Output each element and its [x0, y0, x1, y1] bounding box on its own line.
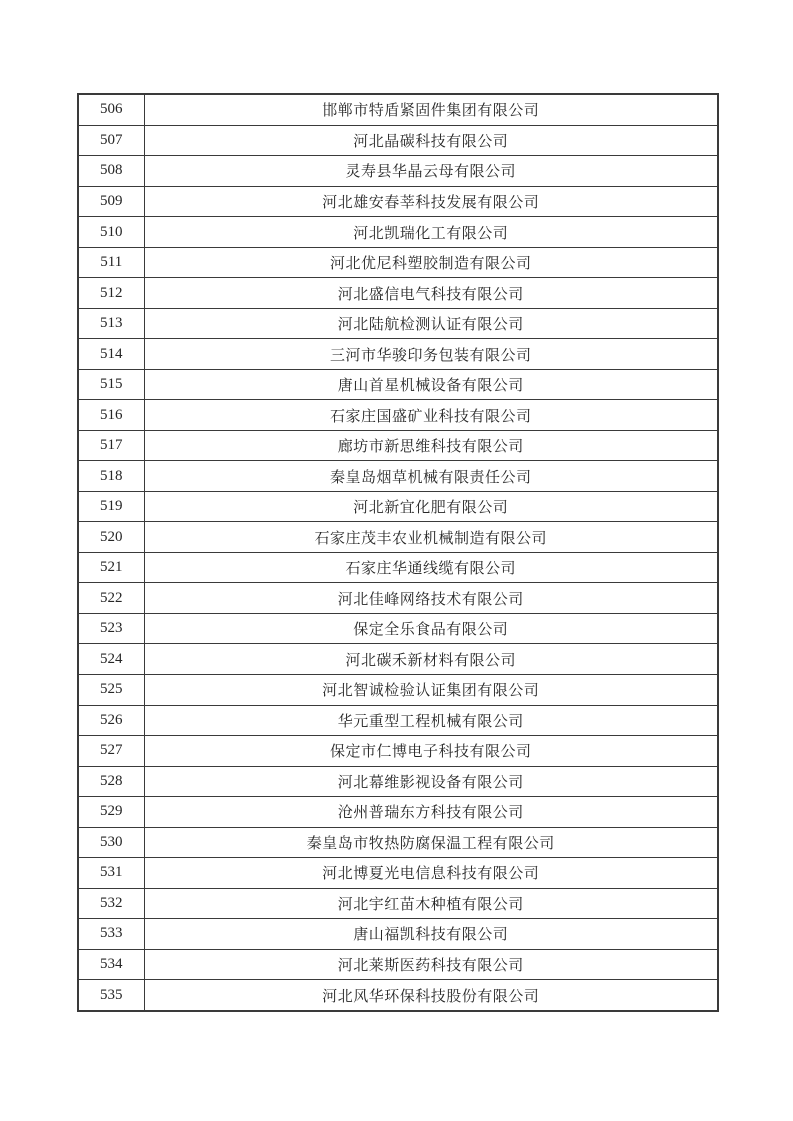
table-row: [78, 705, 718, 736]
company-name-cell: 唐山首星机械设备有限公司: [144, 369, 718, 400]
row-number-cell: 522: [78, 583, 144, 614]
company-name-cell: 河北佳峰网络技术有限公司: [144, 583, 718, 614]
company-name-cell: 河北博夏光电信息科技有限公司: [144, 858, 718, 889]
table-row: [78, 186, 718, 217]
table-row: [78, 156, 718, 187]
company-name-cell: 保定全乐食品有限公司: [144, 613, 718, 644]
company-name-cell: 石家庄国盛矿业科技有限公司: [144, 400, 718, 431]
table-row: [78, 858, 718, 889]
company-name-cell: 保定市仁博电子科技有限公司: [144, 736, 718, 767]
table-row: [78, 980, 718, 1011]
company-name-cell: 河北风华环保科技股份有限公司: [144, 980, 718, 1011]
table-row: [78, 522, 718, 553]
row-number-cell: 509: [78, 186, 144, 217]
company-name-cell: 河北陆航检测认证有限公司: [144, 308, 718, 339]
company-name-cell: 华元重型工程机械有限公司: [144, 705, 718, 736]
company-name-cell: 河北凯瑞化工有限公司: [144, 217, 718, 248]
company-name-cell: 唐山福凯科技有限公司: [144, 919, 718, 950]
row-number-cell: 532: [78, 888, 144, 919]
company-name-cell: 河北宇红苗木种植有限公司: [144, 888, 718, 919]
table-row: [78, 369, 718, 400]
row-number-cell: 534: [78, 949, 144, 980]
table-row: [78, 613, 718, 644]
table-row: [78, 736, 718, 767]
row-number-cell: 518: [78, 461, 144, 492]
row-number-cell: 529: [78, 797, 144, 828]
company-name-cell: 河北智诚检验认证集团有限公司: [144, 674, 718, 705]
table-row: [78, 217, 718, 248]
table-row: [78, 766, 718, 797]
table-row: [78, 552, 718, 583]
row-number-cell: 521: [78, 552, 144, 583]
table-row: [78, 430, 718, 461]
company-name-cell: 河北莱斯医药科技有限公司: [144, 949, 718, 980]
table-row: [78, 797, 718, 828]
table-row: [78, 583, 718, 614]
table-row: [78, 919, 718, 950]
row-number-cell: 506: [78, 94, 144, 125]
company-name-cell: 三河市华骏印务包装有限公司: [144, 339, 718, 370]
table-row: [78, 94, 718, 125]
table-row: [78, 247, 718, 278]
company-name-cell: 灵寿县华晶云母有限公司: [144, 156, 718, 187]
row-number-cell: 515: [78, 369, 144, 400]
table-row: [78, 278, 718, 309]
company-name-cell: 石家庄茂丰农业机械制造有限公司: [144, 522, 718, 553]
row-number-cell: 514: [78, 339, 144, 370]
company-name-cell: 河北雄安春莘科技发展有限公司: [144, 186, 718, 217]
row-number-cell: 516: [78, 400, 144, 431]
table-row: [78, 674, 718, 705]
row-number-cell: 507: [78, 125, 144, 156]
row-number-cell: 535: [78, 980, 144, 1011]
table-row: [78, 308, 718, 339]
company-name-cell: 邯郸市特盾紧固件集团有限公司: [144, 94, 718, 125]
company-name-cell: 河北晶碳科技有限公司: [144, 125, 718, 156]
row-number-cell: 530: [78, 827, 144, 858]
table-row: [78, 125, 718, 156]
row-number-cell: 510: [78, 217, 144, 248]
row-number-cell: 508: [78, 156, 144, 187]
row-number-cell: 526: [78, 705, 144, 736]
company-name-cell: 河北新宜化肥有限公司: [144, 491, 718, 522]
row-number-cell: 520: [78, 522, 144, 553]
row-number-cell: 517: [78, 430, 144, 461]
company-name-cell: 河北盛信电气科技有限公司: [144, 278, 718, 309]
company-name-cell: 河北碳禾新材料有限公司: [144, 644, 718, 675]
company-name-cell: 石家庄华通线缆有限公司: [144, 552, 718, 583]
company-name-cell: 河北幕维影视设备有限公司: [144, 766, 718, 797]
row-number-cell: 512: [78, 278, 144, 309]
table-row: [78, 644, 718, 675]
row-number-cell: 527: [78, 736, 144, 767]
company-table: [77, 93, 719, 1012]
table-row: [78, 400, 718, 431]
row-number-cell: 513: [78, 308, 144, 339]
table-row: [78, 949, 718, 980]
table-row: [78, 491, 718, 522]
table-row: [78, 827, 718, 858]
row-number-cell: 525: [78, 674, 144, 705]
row-number-cell: 511: [78, 247, 144, 278]
table-row: [78, 339, 718, 370]
row-number-cell: 531: [78, 858, 144, 889]
row-number-cell: 528: [78, 766, 144, 797]
company-name-cell: 廊坊市新思维科技有限公司: [144, 430, 718, 461]
company-name-cell: 河北优尼科塑胶制造有限公司: [144, 247, 718, 278]
table-row: [78, 461, 718, 492]
company-name-cell: 秦皇岛烟草机械有限责任公司: [144, 461, 718, 492]
row-number-cell: 524: [78, 644, 144, 675]
company-name-cell: 秦皇岛市牧热防腐保温工程有限公司: [144, 827, 718, 858]
row-number-cell: 519: [78, 491, 144, 522]
row-number-cell: 523: [78, 613, 144, 644]
table-row: [78, 888, 718, 919]
row-number-cell: 533: [78, 919, 144, 950]
company-name-cell: 沧州普瑞东方科技有限公司: [144, 797, 718, 828]
